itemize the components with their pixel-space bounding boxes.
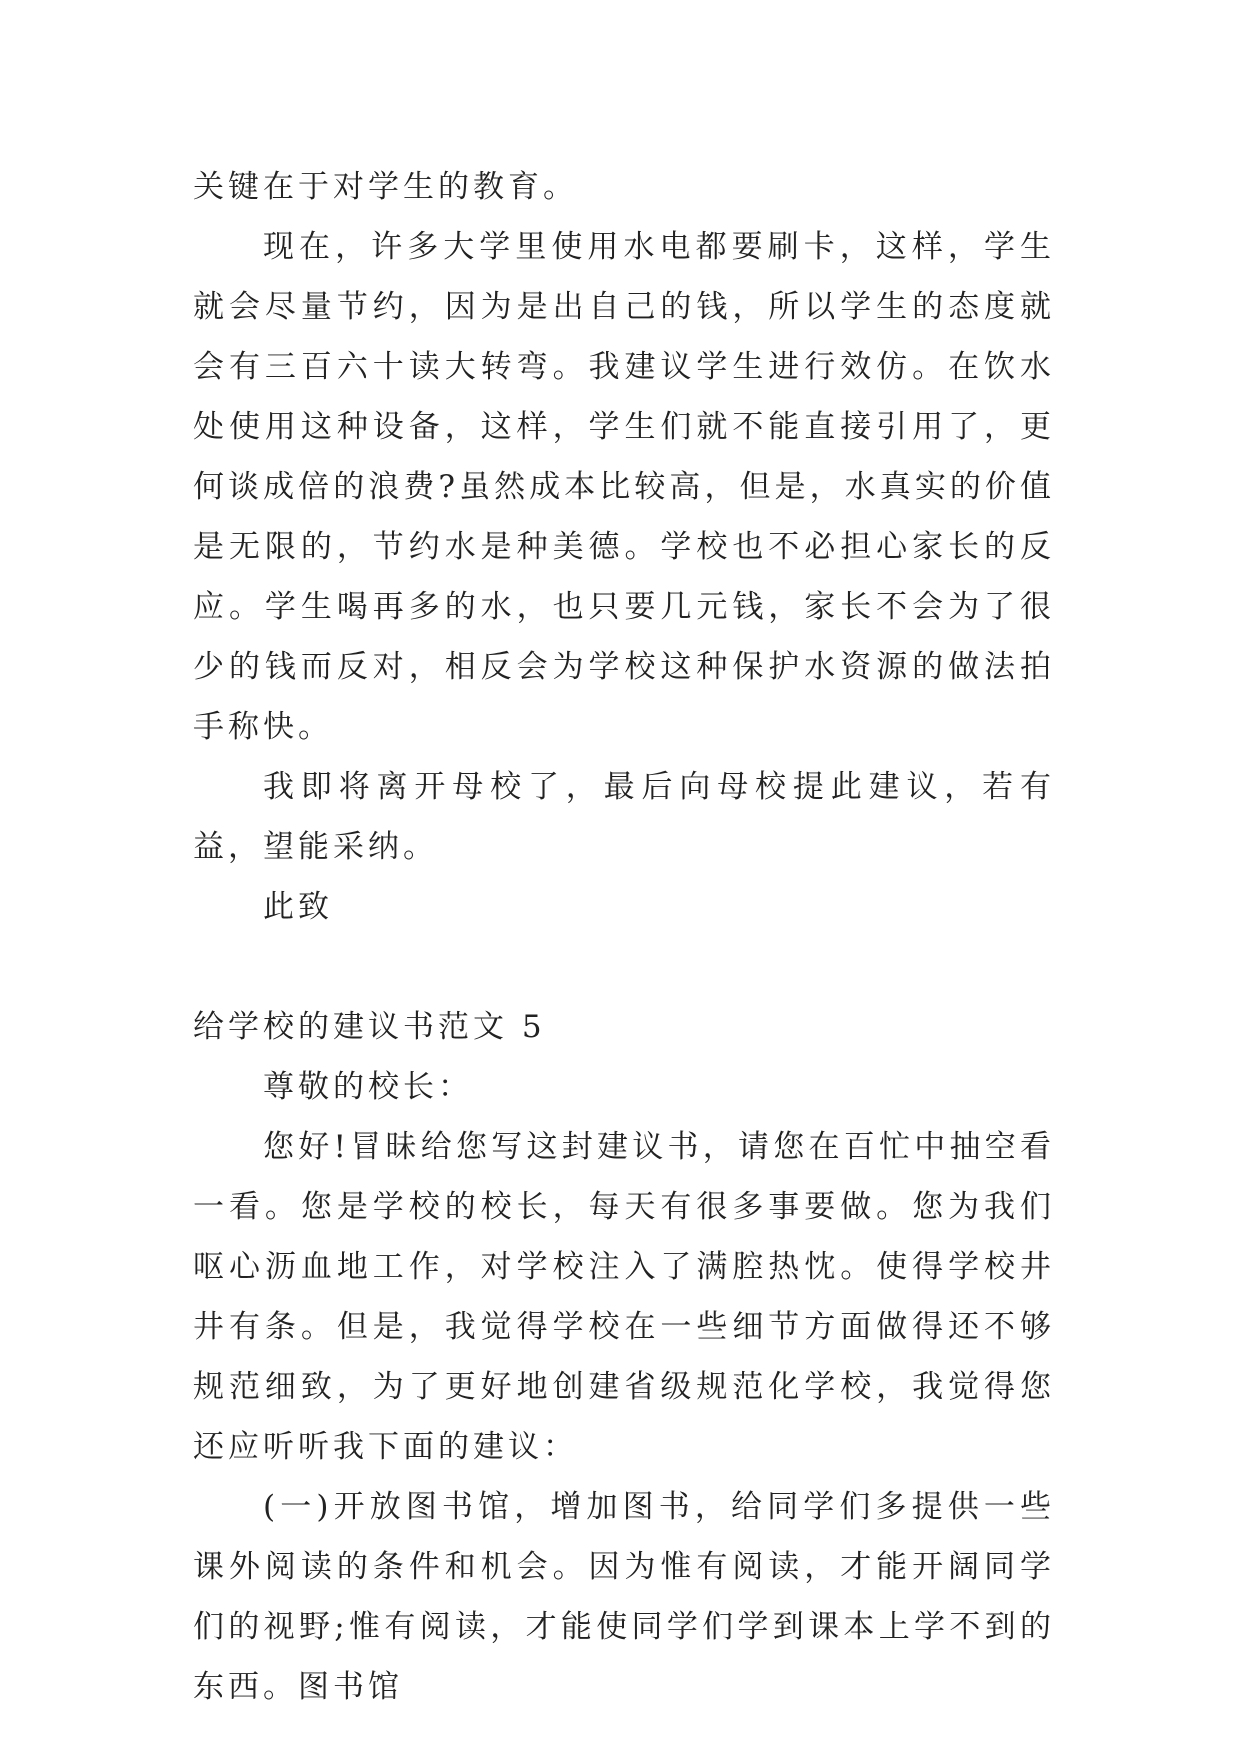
section-paragraph-1: 您好!冒昧给您写这封建议书，请您在百忙中抽空看一看。您是学校的校长，每天有很多事要做。您为我们呕心沥血地工作，对学校注入了满腔热忱。使得学校井井有条。但是，我觉得学校在一些细节方面做得还不够规范细致，为了更好地创建省级规范化学校，我觉得您还应听听我下面的建议： — [193, 1129, 1055, 1465]
paragraph-1: 关键在于对学生的教育。 — [193, 169, 578, 205]
section-paragraph-2: (一)开放图书馆，增加图书，给同学们多提供一些课外阅读的条件和机会。因为惟有阅读，才能开阔同学们的视野;惟有阅读，才能使同学们学到课本上学不到的东西。图书馆 — [193, 1489, 1055, 1705]
paragraph-3: 我即将离开母校了，最后向母校提此建议，若有益，望能采纳。 — [193, 769, 1055, 865]
blank-line — [193, 937, 1055, 997]
greeting: 尊敬的校长： — [263, 1069, 473, 1105]
paragraph-2: 现在，许多大学里使用水电都要刷卡，这样，学生就会尽量节约，因为是出自己的钱，所以学生的态度就会有三百六十读大转弯。我建议学生进行效仿。在饮水处使用这种设备，这样，学生们就不能直接引用了，更何谈成倍的浪费?虽然成本比较高，但是，水真实的价值是无限的，节约水是种美德。学校也不必担心家长的反应。学生喝再多的水，也只要几元钱，家长不会为了很少的钱而反对，相反会为学校这种保护水资源的做法拍手称快。 — [193, 229, 1055, 745]
document-body — [193, 157, 1055, 1717]
closing-salutation: 此致 — [263, 889, 333, 925]
section-title: 给学校的建议书范文 5 — [193, 1009, 546, 1045]
